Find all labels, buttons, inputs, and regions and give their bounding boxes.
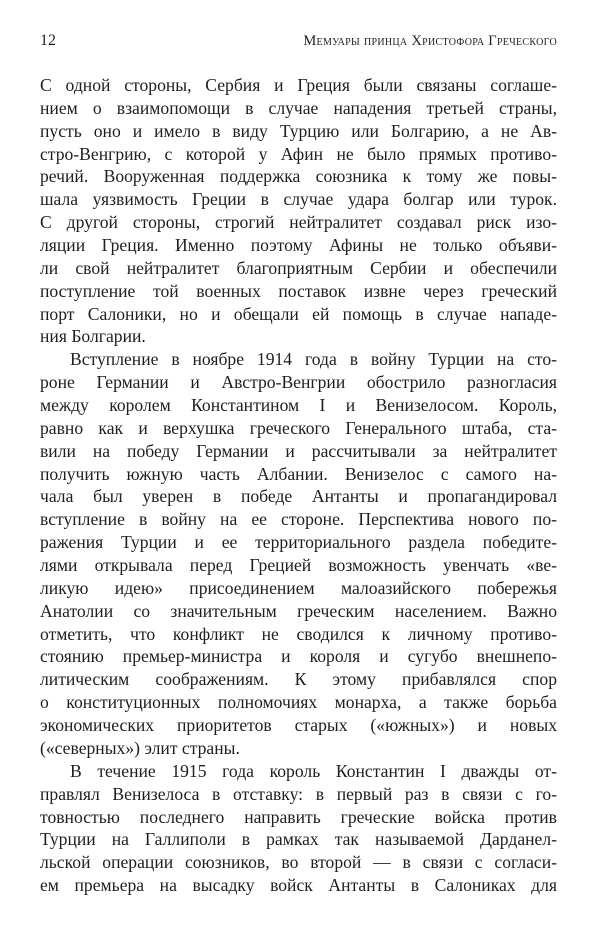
text-line: ликую идею» присоединением малоазийского побережья — [40, 577, 557, 598]
text-line: экономических приоритетов старых («южных») и новых — [40, 715, 557, 736]
text-line: литическим соображениям. К этому прибавлялся спор — [40, 669, 557, 690]
text-line: ли свой нейтралитет благоприятным Сербии и обеспечили — [40, 257, 557, 278]
text-line: отметить, что конфликт не сводился к личному противо- — [40, 623, 557, 644]
text-line: льской операции союзников, во второй — в связи с согласи- — [40, 852, 557, 873]
text-line: («северных») элит страны. — [40, 737, 240, 758]
text-line: правлял Венизелоса в отставку: в первый раз в связи с го- — [40, 783, 557, 804]
text-line: ляции Греция. Именно поэтому Афины не только объяви- — [40, 235, 557, 256]
text-line: между королем Константином I и Венизелосом. Король, — [40, 395, 557, 416]
body-text — [40, 74, 557, 897]
text-line: чала был уверен в победе Антанты и пропагандировал — [40, 486, 557, 507]
text-line: получить южную часть Албании. Венизелос с самого на- — [40, 463, 557, 484]
text-line: С другой стороны, строгий нейтралитет создавал риск изо- — [40, 212, 557, 233]
paragraph — [40, 760, 557, 897]
text-line: стро-Венгрию, с которой у Афин не было прямых противо- — [40, 143, 557, 164]
text-line: порт Салоники, но и обещали ей помощь в случае нападе- — [40, 303, 557, 324]
text-line: шала уязвимость Греции в случае удара болгар или турок. — [40, 189, 557, 210]
running-head — [40, 30, 557, 52]
text-line: пусть оно и имело в виду Турцию или Болгарию, а не Ав- — [40, 120, 557, 141]
text-line: стоянию премьер-министра и короля и сугубо внешнепо- — [40, 646, 557, 667]
text-line: роне Германии и Австро-Венгрии обострило разногласия — [40, 372, 557, 393]
text-line: С одной стороны, Сербия и Греция были связаны соглаше- — [40, 75, 557, 95]
paragraph — [40, 348, 557, 759]
text-line: вступление в войну на ее стороне. Перспектива нового по- — [40, 509, 557, 530]
text-line: товностью последнего направить греческие войска против — [40, 806, 557, 827]
text-line: вили на победу Германии и рассчитывали за нейтралитет — [40, 440, 557, 461]
text-line: ния Болгарии. — [40, 326, 146, 347]
text-line: В течение 1915 года король Константин I дважды от- — [70, 760, 557, 781]
text-line: Турции на Галлиполи в рамках так называемой Дарданел- — [40, 829, 557, 850]
text-line: о конституционных полномочиях монарха, а также борьба — [40, 692, 557, 713]
text-line: нием о взаимопомощи в случае нападения третьей страны, — [40, 97, 557, 118]
text-line: Анатолии со значительным греческим населением. Важно — [40, 600, 557, 621]
text-line: Вступление в ноябре 1914 года в войну Турции на сто- — [70, 349, 557, 370]
text-line: лями открывала перед Грецией возможность увенчать «ве- — [40, 555, 557, 576]
paragraph — [40, 74, 557, 348]
text-line: речий. Вооруженная поддержка союзника к тому же повы- — [40, 166, 557, 187]
running-title: Мемуары принца Христофора Греческого — [303, 33, 557, 49]
text-line: поступление той военных поставок извне через греческий — [40, 280, 557, 301]
text-line: равно как и верхушка греческого Генерального штаба, ста- — [40, 417, 557, 438]
page-number: 12 — [40, 32, 56, 49]
text-line: ем премьера на высадку войск Антанты в Салониках для — [40, 875, 557, 896]
text-line: ражения Турции и ее территориального раздела победите- — [40, 532, 557, 553]
